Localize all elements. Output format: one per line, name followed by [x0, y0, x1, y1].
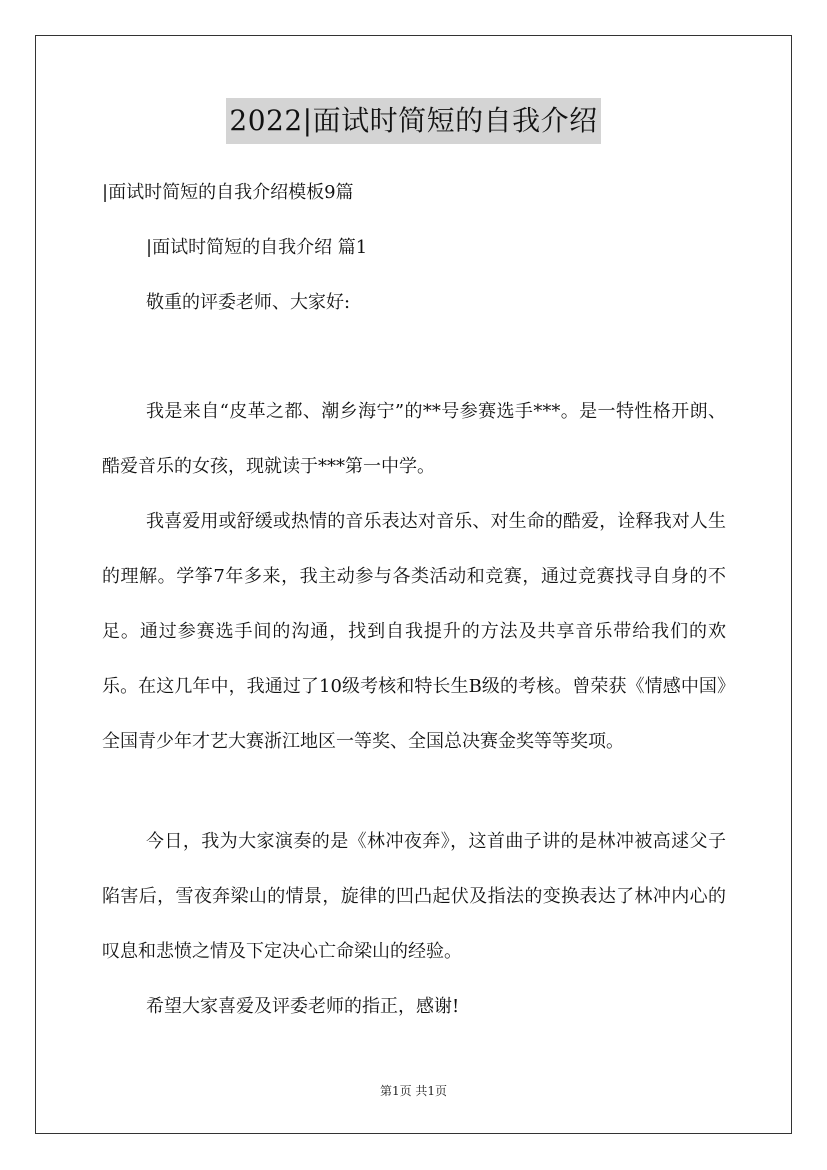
paragraph-closing: 希望大家喜爱及评委老师的指正，感谢! — [146, 996, 460, 1017]
page-footer: 第1页 共1页 — [379, 1084, 448, 1098]
paragraph-performance: 今日，我为大家演奏的是《林冲夜奔》，这首曲子讲的是林冲被高逑父子陷害后，雪夜奔梁山的情景，旋律的凹凸起伏及指法的变换表达了林冲内心的叹息和悲愤之情及下定决心亡命梁山的经验。 — [102, 831, 726, 962]
greeting-line: 敬重的评委老师、大家好: — [146, 292, 351, 313]
document-title: 2022|面试时简短的自我介绍 — [226, 98, 600, 144]
section-heading: |面试时简短的自我介绍 篇1 — [146, 237, 368, 258]
title-container — [0, 98, 827, 144]
paragraph-introduction: 我是来自“皮革之都、潮乡海宁”的**号参赛选手***。是一特性格开朗、酷爱音乐的女孩，现就读于***第一中学。 — [102, 401, 726, 477]
paragraph-experience: 我喜爱用或舒缓或热情的音乐表达对音乐、对生命的酷爱，诠释我对人生的理解。学筝7年多来，我主动参与各类活动和竞赛，通过竞赛找寻自身的不足。通过参赛选手间的沟通，找到自我提升的方法及共享音乐带给我们的欢乐。在这几年中，我通过了10级考核和特长生B级的考核。曾荣获《情感中国》全国青少年才艺大赛浙江地区一等奖、全国总决赛金奖等等奖项。 — [102, 511, 726, 752]
document-subtitle: |面试时简短的自我介绍模板9篇 — [102, 182, 354, 203]
